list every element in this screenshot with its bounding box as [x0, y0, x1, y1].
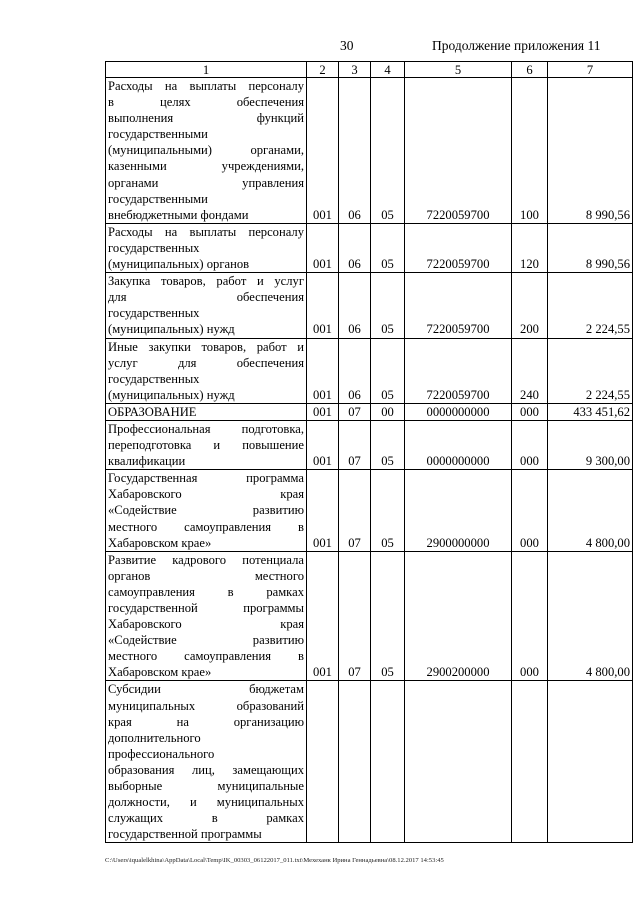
description-line: государственных — [108, 306, 200, 321]
cell-amount: 9 300,00 — [548, 420, 633, 469]
description-line: (муниципальных) нужд — [108, 387, 235, 402]
cell-target-article: 7220059700 — [405, 338, 512, 403]
column-header: 5 — [405, 62, 512, 78]
cell-subsection — [371, 681, 405, 843]
description-line: Хабаровского края — [108, 617, 304, 632]
description-line: муниципальных образований — [108, 698, 304, 713]
cell-subsection: 05 — [371, 223, 405, 272]
cell-section: 06 — [339, 273, 371, 338]
cell-admin-code: 001 — [307, 273, 339, 338]
table-row — [106, 403, 633, 420]
cell-expense-type: 000 — [512, 551, 548, 681]
cell-target-article — [405, 681, 512, 843]
description-line: образования лиц, замещающих — [108, 762, 304, 777]
description-line: Расходы на выплаты персоналу — [108, 79, 304, 93]
description-line: в целях обеспечения — [108, 95, 304, 110]
cell-amount: 433 451,62 — [548, 403, 633, 420]
description-line: (муниципальных) органов — [108, 257, 250, 272]
description-line: Развитие кадрового потенциала — [108, 552, 304, 567]
footer-file-path: C:\Users\iqualelkhina\AppData\Local\Temp\IK_00303_06122017_011.txt\Мехеханк Ирина Геннадьевна\08.12.2017 14:53:45 — [105, 857, 444, 864]
column-header: 2 — [307, 62, 339, 78]
row-description — [106, 470, 307, 551]
description-line: Государственная программа — [108, 471, 304, 486]
description-line: государственных — [108, 240, 200, 255]
cell-subsection: 05 — [371, 338, 405, 403]
cell-section: 06 — [339, 223, 371, 272]
cell-subsection: 05 — [371, 551, 405, 681]
cell-section: 06 — [339, 338, 371, 403]
description-line: Хабаровского края — [108, 487, 304, 502]
column-header: 6 — [512, 62, 548, 78]
table-row — [106, 470, 633, 551]
description-line: должности, и муниципальных — [108, 795, 304, 810]
cell-subsection: 05 — [371, 470, 405, 551]
cell-expense-type: 000 — [512, 470, 548, 551]
table-row — [106, 273, 633, 338]
cell-expense-type: 120 — [512, 223, 548, 272]
cell-admin-code: 001 — [307, 551, 339, 681]
column-header: 4 — [371, 62, 405, 78]
row-description — [106, 273, 307, 338]
row-description — [106, 338, 307, 403]
cell-amount: 8 990,56 — [548, 223, 633, 272]
cell-section: 07 — [339, 420, 371, 469]
row-description — [106, 420, 307, 469]
cell-expense-type: 000 — [512, 403, 548, 420]
description-line: Расходы на выплаты персоналу — [108, 224, 304, 239]
description-line: квалификации — [108, 454, 186, 469]
cell-subsection: 05 — [371, 420, 405, 469]
cell-admin-code: 001 — [307, 403, 339, 420]
cell-target-article: 7220059700 — [405, 273, 512, 338]
row-description — [106, 551, 307, 681]
description-line: Хабаровском крае» — [108, 535, 212, 550]
description-line: Иные закупки товаров, работ и — [108, 339, 304, 354]
cell-section — [339, 681, 371, 843]
cell-admin-code: 001 — [307, 78, 339, 224]
cell-expense-type: 240 — [512, 338, 548, 403]
cell-section: 06 — [339, 78, 371, 224]
description-line: дополнительного — [108, 730, 201, 745]
cell-section: 07 — [339, 403, 371, 420]
budget-table — [105, 61, 633, 843]
cell-subsection: 05 — [371, 78, 405, 224]
description-line: «Содействие развитию — [108, 633, 304, 648]
description-line: для обеспечения — [108, 290, 304, 305]
cell-amount: 8 990,56 — [548, 78, 633, 224]
row-description — [106, 78, 307, 224]
table-row — [106, 420, 633, 469]
cell-admin-code: 001 — [307, 420, 339, 469]
cell-subsection: 05 — [371, 273, 405, 338]
cell-target-article: 7220059700 — [405, 223, 512, 272]
table-row — [106, 551, 633, 681]
description-line: местного самоуправления в — [108, 649, 304, 664]
description-line: (муниципальных) нужд — [108, 322, 235, 337]
page-heading: Продолжение приложения 11 — [432, 38, 601, 53]
cell-target-article: 2900200000 — [405, 551, 512, 681]
cell-admin-code — [307, 681, 339, 843]
cell-expense-type: 000 — [512, 420, 548, 469]
description-line: казенными учреждениями, — [108, 159, 304, 174]
table-row — [106, 78, 633, 224]
cell-target-article: 0000000000 — [405, 403, 512, 420]
description-line: органами управления — [108, 175, 304, 190]
description-line: служащих в рамках — [108, 811, 304, 826]
description-line: выборные муниципальные — [108, 779, 304, 794]
description-line: профессионального — [108, 746, 215, 761]
description-line: государственных — [108, 371, 200, 386]
description-line: государственной программы — [108, 601, 304, 615]
cell-expense-type — [512, 681, 548, 843]
cell-amount: 4 800,00 — [548, 551, 633, 681]
column-header: 3 — [339, 62, 371, 78]
cell-target-article: 7220059700 — [405, 78, 512, 224]
cell-section: 07 — [339, 551, 371, 681]
description-line: ОБРАЗОВАНИЕ — [108, 404, 197, 419]
description-line: услуг для обеспечения — [108, 355, 304, 370]
cell-amount: 4 800,00 — [548, 470, 633, 551]
description-line: государственными — [108, 127, 208, 142]
cell-amount: 2 224,55 — [548, 273, 633, 338]
cell-amount: 2 224,55 — [548, 338, 633, 403]
row-description — [106, 223, 307, 272]
cell-target-article: 2900000000 — [405, 470, 512, 551]
column-header: 7 — [548, 62, 633, 78]
row-description — [106, 681, 307, 843]
cell-admin-code: 001 — [307, 223, 339, 272]
cell-expense-type: 100 — [512, 78, 548, 224]
description-line: (муниципальными) органами, — [108, 143, 304, 158]
description-line: самоуправления в рамках — [108, 584, 304, 599]
table-row — [106, 338, 633, 403]
cell-target-article: 0000000000 — [405, 420, 512, 469]
description-line: Субсидии бюджетам — [108, 682, 304, 697]
cell-admin-code: 001 — [307, 470, 339, 551]
row-description — [106, 403, 307, 420]
table-row — [106, 223, 633, 272]
table-row — [106, 681, 633, 843]
description-line: «Содействие развитию — [108, 503, 304, 518]
description-line: Хабаровском крае» — [108, 665, 212, 680]
description-line: государственными — [108, 191, 208, 206]
cell-expense-type: 200 — [512, 273, 548, 338]
page-number: 30 — [340, 38, 354, 53]
cell-subsection: 00 — [371, 403, 405, 420]
cell-amount — [548, 681, 633, 843]
description-line: государственной программы — [108, 827, 262, 842]
table-header-row — [106, 62, 633, 78]
cell-section: 07 — [339, 470, 371, 551]
description-line: внебюджетными фондами — [108, 207, 249, 222]
description-line: края на организацию — [108, 714, 304, 729]
description-line: местного самоуправления в — [108, 519, 304, 534]
description-line: органов местного — [108, 568, 304, 583]
description-line: Профессиональная подготовка, — [108, 421, 304, 436]
column-header: 1 — [106, 62, 307, 78]
description-line: выполнения функций — [108, 111, 304, 126]
description-line: Закупка товаров, работ и услуг — [108, 274, 304, 289]
description-line: переподготовка и повышение — [108, 438, 304, 453]
cell-admin-code: 001 — [307, 338, 339, 403]
